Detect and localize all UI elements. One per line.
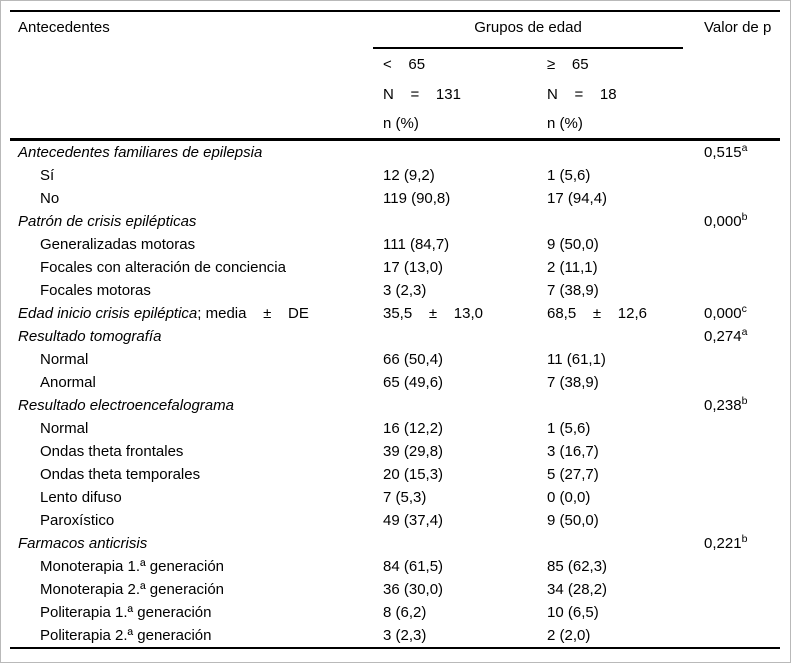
table-row [10, 440, 780, 463]
p-value-cell [683, 601, 780, 624]
header-pct-lt65: n (%) [373, 109, 537, 140]
table-row [10, 371, 780, 394]
empty-cell [683, 109, 780, 140]
row-label: Focales con alteración de conciencia [40, 259, 286, 276]
value-cell-lt65 [373, 325, 537, 348]
value-cell-ge65: 68,5 ± 12,6 [547, 305, 647, 322]
p-value-cell [683, 509, 780, 532]
row-label-italic: Resultado tomografía [18, 328, 162, 345]
value-cell-ge65 [537, 532, 683, 555]
value-cell-lt65: 7 (5,3) [383, 489, 427, 506]
p-value-cell [683, 417, 780, 440]
p-value-cell [683, 486, 780, 509]
row-label-cell [10, 164, 373, 187]
table-row [10, 210, 780, 233]
table-row [10, 486, 780, 509]
value-cell-ge65: 1 (5,6) [547, 420, 591, 437]
value-cell-lt65: 8 (6,2) [383, 604, 427, 621]
row-label: Politerapia 1.ª generación [40, 604, 212, 621]
table-body [10, 140, 780, 649]
row-label-cell [10, 256, 373, 279]
value-cell-ge65 [537, 325, 683, 348]
p-value-cell [683, 233, 780, 256]
row-label-cell [10, 325, 373, 348]
header-n-row [10, 79, 780, 109]
row-label-italic: Edad inicio crisis epiléptica [18, 305, 198, 322]
row-label: Normal [40, 420, 89, 437]
table-row [10, 555, 780, 578]
p-value-cell [683, 371, 780, 394]
value-cell-lt65: 35,5 ± 13,0 [383, 305, 483, 322]
value-cell-ge65 [537, 210, 683, 233]
table-row [10, 302, 780, 325]
value-cell-lt65: 119 (90,8) [383, 190, 451, 207]
p-footnote-sup: b [741, 533, 748, 545]
empty-cell [10, 48, 373, 79]
statistics-table [10, 10, 780, 649]
empty-cell [683, 48, 780, 79]
p-footnote-sup: c [741, 303, 747, 315]
table-row [10, 509, 780, 532]
value-cell-lt65: 39 (29,8) [383, 443, 444, 460]
value-cell-ge65: 7 (38,9) [547, 282, 599, 299]
header-title-row [10, 11, 780, 48]
row-label-cell [10, 509, 373, 532]
value-cell-lt65 [373, 140, 537, 165]
table-row [10, 578, 780, 601]
row-label-cell [10, 417, 373, 440]
header-antecedentes: Antecedentes [18, 19, 110, 36]
row-label-italic: Resultado electroencefalograma [18, 397, 234, 414]
table-row [10, 394, 780, 417]
row-label: No [40, 190, 60, 207]
header-n-lt65: N = 131 [383, 85, 461, 103]
header-pct-row [10, 109, 780, 140]
header-group-title: Grupos de edad [373, 11, 683, 48]
row-label-cell [10, 279, 373, 302]
table-row [10, 233, 780, 256]
row-label-cell [10, 348, 373, 371]
row-label-cell [10, 532, 373, 555]
p-value-cell [683, 140, 780, 165]
value-cell-ge65: 5 (27,7) [547, 466, 599, 483]
row-label-cell [10, 187, 373, 210]
row-label-cell [10, 624, 373, 648]
row-label: ; media ± DE [197, 305, 309, 322]
empty-cell [10, 79, 373, 109]
row-label-cell [10, 233, 373, 256]
value-cell-ge65: 11 (61,1) [547, 351, 606, 368]
table-row [10, 532, 780, 555]
row-label-italic: Patrón de crisis epilépticas [18, 213, 197, 230]
p-value-cell [683, 302, 780, 325]
row-label: Ondas theta frontales [40, 443, 184, 460]
value-cell-ge65: 2 (11,1) [547, 259, 598, 276]
table-row [10, 417, 780, 440]
table-row [10, 164, 780, 187]
value-cell-lt65 [373, 532, 537, 555]
p-value-cell [683, 624, 780, 648]
p-footnote-sup: a [741, 326, 748, 338]
p-footnote-sup: b [741, 211, 748, 223]
header-n-ge65: N = 18 [547, 85, 617, 103]
header-age-lt65: < 65 [383, 55, 426, 73]
row-label-cell [10, 555, 373, 578]
row-label-cell [10, 486, 373, 509]
p-value-cell [683, 394, 780, 417]
table-row [10, 256, 780, 279]
p-value-cell [683, 187, 780, 210]
row-label: Politerapia 2.ª generación [40, 627, 212, 644]
value-cell-lt65: 12 (9,2) [383, 167, 435, 184]
row-label: Paroxístico [40, 512, 115, 529]
table-row [10, 279, 780, 302]
row-label: Monoterapia 1.ª generación [40, 558, 225, 575]
p-value-cell [683, 532, 780, 555]
p-value: 0,000 [704, 213, 742, 230]
value-cell-ge65: 85 (62,3) [547, 558, 608, 575]
table-row [10, 624, 780, 648]
value-cell-lt65: 65 (49,6) [383, 374, 444, 391]
header-pct-ge65: n (%) [537, 109, 683, 140]
value-cell-lt65: 3 (2,3) [383, 282, 427, 299]
row-label: Sí [40, 167, 55, 184]
value-cell-lt65: 84 (61,5) [383, 558, 444, 575]
row-label-cell [10, 601, 373, 624]
p-value-cell [683, 348, 780, 371]
p-value-cell [683, 440, 780, 463]
value-cell-lt65: 36 (30,0) [383, 581, 444, 598]
row-label-italic: Antecedentes familiares de epilepsia [18, 144, 263, 161]
row-label: Generalizadas motoras [40, 236, 196, 253]
p-value-cell [683, 555, 780, 578]
header-age-ge65: ≥ 65 [547, 55, 589, 73]
value-cell-lt65: 17 (13,0) [383, 259, 444, 276]
value-cell-ge65: 9 (50,0) [547, 236, 599, 253]
p-value: 0,274 [704, 328, 742, 345]
table-row [10, 140, 780, 165]
value-cell-lt65: 66 (50,4) [383, 351, 444, 368]
p-value: 0,238 [704, 397, 742, 414]
value-cell-ge65 [537, 394, 683, 417]
value-cell-ge65: 10 (6,5) [547, 604, 599, 621]
table-header [10, 11, 780, 140]
value-cell-ge65: 2 (2,0) [547, 627, 591, 644]
row-label-cell [10, 302, 373, 325]
header-p-label: Valor de p [704, 19, 772, 36]
p-value-cell [683, 210, 780, 233]
value-cell-ge65: 1 (5,6) [547, 167, 591, 184]
row-label: Anormal [40, 374, 96, 391]
table-row [10, 601, 780, 624]
value-cell-ge65: 7 (38,9) [547, 374, 599, 391]
table-row [10, 348, 780, 371]
value-cell-lt65: 49 (37,4) [383, 512, 444, 529]
table-row [10, 187, 780, 210]
value-cell-ge65: 3 (16,7) [547, 443, 599, 460]
p-value-cell [683, 578, 780, 601]
row-label-italic: Farmacos anticrisis [18, 535, 148, 552]
empty-cell [683, 79, 780, 109]
value-cell-ge65: 34 (28,2) [547, 581, 608, 598]
row-label: Lento difuso [40, 489, 122, 506]
row-label-cell [10, 440, 373, 463]
row-label-cell [10, 463, 373, 486]
row-label: Normal [40, 351, 89, 368]
value-cell-lt65 [373, 210, 537, 233]
row-label-cell [10, 140, 373, 165]
value-cell-ge65 [537, 140, 683, 165]
value-cell-lt65 [373, 394, 537, 417]
row-label-cell [10, 394, 373, 417]
p-value-cell [683, 164, 780, 187]
p-value: 0,515 [704, 144, 742, 161]
p-value: 0,000 [704, 305, 742, 322]
p-footnote-sup: b [741, 395, 748, 407]
table-row [10, 325, 780, 348]
p-footnote-sup: a [741, 142, 748, 154]
row-label: Monoterapia 2.ª generación [40, 581, 225, 598]
p-value-cell [683, 256, 780, 279]
row-label-cell [10, 578, 373, 601]
p-value: 0,221 [704, 535, 742, 552]
value-cell-lt65: 16 (12,2) [383, 420, 444, 437]
p-value-cell [683, 279, 780, 302]
value-cell-ge65: 0 (0,0) [547, 489, 591, 506]
row-label-cell [10, 210, 373, 233]
table-row [10, 463, 780, 486]
empty-cell [10, 109, 373, 140]
value-cell-ge65: 9 (50,0) [547, 512, 599, 529]
p-value-cell [683, 325, 780, 348]
value-cell-lt65: 20 (15,3) [383, 466, 444, 483]
row-label: Ondas theta temporales [40, 466, 201, 483]
row-label: Focales motoras [40, 282, 151, 299]
p-value-cell [683, 463, 780, 486]
row-label-cell [10, 371, 373, 394]
header-age-row [10, 48, 780, 79]
value-cell-ge65: 17 (94,4) [547, 190, 608, 207]
value-cell-lt65: 111 (84,7) [383, 236, 450, 253]
value-cell-lt65: 3 (2,3) [383, 627, 427, 644]
